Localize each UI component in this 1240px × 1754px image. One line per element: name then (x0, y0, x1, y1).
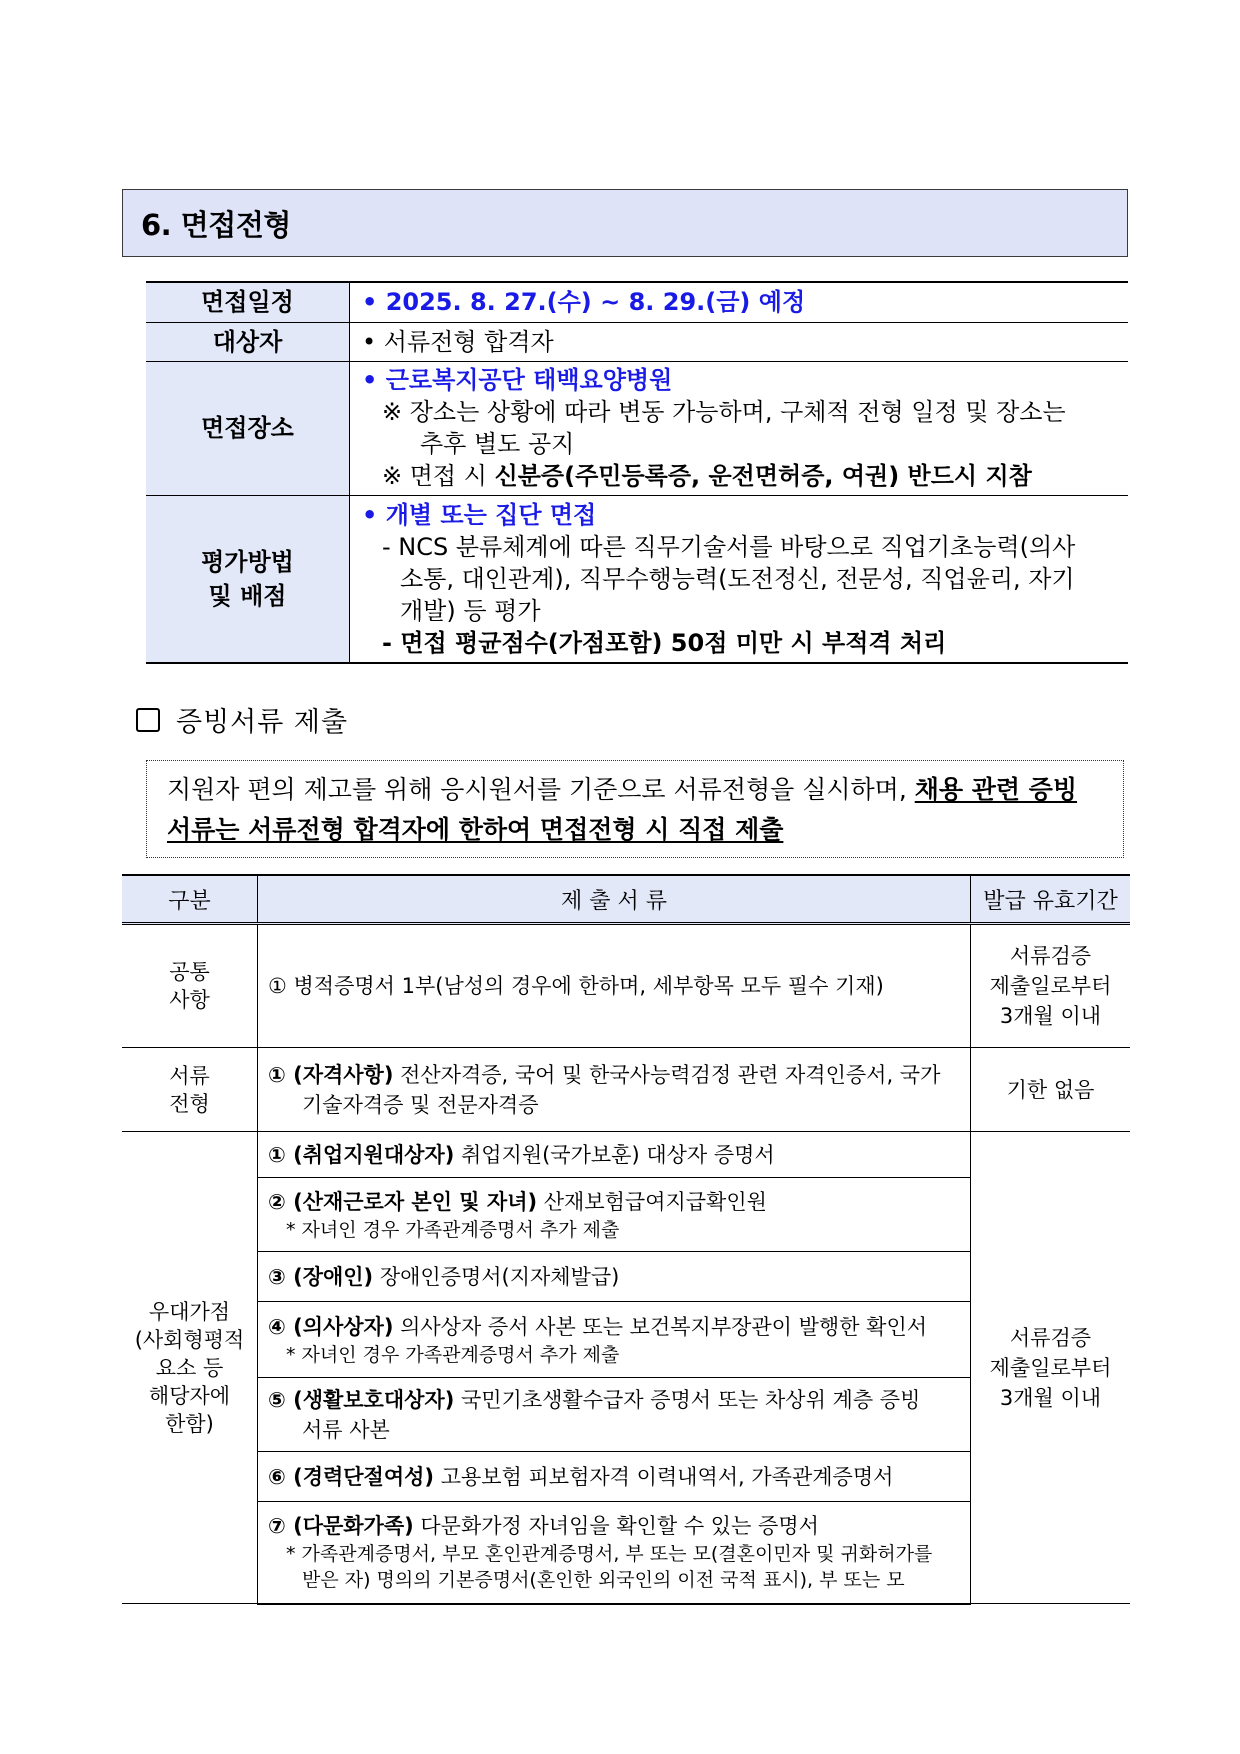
place-note-1b: 추후 별도 공지 (420, 430, 575, 458)
notice-bold-2: 서류는 서류전형 합격자에 한하여 면접전형 시 직접 제출 (167, 815, 784, 844)
eval-row (146, 495, 1128, 663)
section-title: 6. 면접전형 (122, 189, 1128, 257)
header-category: 구분 (122, 875, 258, 924)
pref-doc-4 (258, 1302, 971, 1378)
evidence-title: 증빙서류 제출 (176, 707, 349, 738)
pref-doc-1 (258, 1132, 971, 1178)
pref-doc-6-bold: ⑥ (경력단절여성) (268, 1464, 435, 1489)
common-period-1: 서류검증 (1009, 944, 1092, 968)
target-row (146, 322, 1128, 361)
square-bullet-icon (136, 708, 160, 732)
common-doc: ① 병적증명서 1부(남성의 경우에 한하며, 세부항목 모두 필수 기재) (258, 924, 971, 1048)
common-period (971, 924, 1131, 1048)
pref-doc-2-text: 산재보험급여지급확인원 (537, 1189, 767, 1214)
eval-main: • 개별 또는 집단 면접 (362, 500, 597, 529)
screening-doc-line-1 (268, 1060, 960, 1090)
screening-doc-b: 기술자격증 및 전문자격증 (302, 1092, 539, 1117)
eval-label-2: 및 배점 (208, 581, 287, 610)
pref-doc-5-text: 국민기초생활수급자 증명서 또는 차상위 계층 증빙 (454, 1387, 921, 1412)
place-note-2-prefix: ※ 면접 시 (382, 462, 495, 490)
pref-doc-7-bold: ⑦ (다문화가족) (268, 1514, 414, 1539)
notice-bold-1: 채용 관련 증빙 (914, 775, 1078, 804)
interview-table (146, 281, 1128, 664)
eval-detail-1c: 개발) 등 평가 (400, 596, 541, 625)
pref-doc-6 (258, 1452, 971, 1502)
target-label: 대상자 (146, 322, 350, 361)
pref-doc-5-line (268, 1385, 960, 1415)
pref-doc-7-text: 다문화가정 자녀임을 확인할 수 있는 증명서 (413, 1514, 819, 1539)
screening-period: 기한 없음 (971, 1048, 1131, 1132)
pref-period-1: 서류검증 (1009, 1325, 1092, 1350)
pref-doc-2-line (268, 1187, 960, 1217)
place-note-2-bold: 신분증(주민등록증, 운전면허증, 여권) 반드시 지참 (494, 462, 1032, 490)
common-category-1: 공통 (169, 960, 210, 984)
pref-doc-4-note: * 자녀인 경우 가족관계증명서 추가 제출 (286, 1343, 620, 1366)
common-period-3: 3개월 이내 (999, 1004, 1102, 1028)
place-note-2 (362, 460, 1118, 492)
screening-doc-a: 전산자격증, 국어 및 한국사능력검정 관련 자격인증서, 국가 (393, 1062, 941, 1087)
pref-category-3: 요소 등 (155, 1355, 224, 1380)
pref-category-4: 해당자에 (148, 1383, 231, 1408)
documents-table (122, 874, 1130, 1605)
screening-category-2: 전형 (169, 1091, 210, 1116)
screening-row (122, 1048, 1130, 1132)
pref-category-1: 우대가점 (148, 1299, 231, 1324)
eval-detail-2: - 면접 평균점수(가점포함) 50점 미만 시 부적격 처리 (382, 628, 947, 657)
pref-doc-2-note: * 자녀인 경우 가족관계증명서 추가 제출 (286, 1218, 620, 1241)
eval-value (350, 495, 1129, 663)
pref-doc-5-bold: ⑤ (생활보호대상자) (268, 1387, 455, 1412)
place-main: • 근로복지공단 태백요양병원 (362, 366, 673, 394)
evidence-heading (136, 700, 348, 739)
schedule-row (146, 282, 1128, 322)
place-note-1a: ※ 장소는 상황에 따라 변동 가능하며, 구체적 전형 일정 및 장소는 (382, 398, 1066, 426)
pref-doc-4-line (268, 1312, 960, 1342)
pref-doc-1-bold: ① (취업지원대상자) (268, 1142, 455, 1167)
pref-row-1 (122, 1132, 1130, 1178)
schedule-label: 면접일정 (146, 282, 350, 322)
schedule-value: • 2025. 8. 27.(수) ~ 8. 29.(금) 예정 (350, 282, 1129, 322)
pref-category-5: 한함) (165, 1411, 214, 1436)
evidence-notice (146, 760, 1124, 858)
screening-doc (258, 1048, 971, 1132)
pref-doc-2-bold: ② (산재근로자 본인 및 자녀) (268, 1189, 538, 1214)
pref-doc-7 (258, 1502, 971, 1604)
screening-category-1: 서류 (169, 1063, 210, 1088)
header-documents: 제 출 서 류 (258, 875, 971, 924)
documents-header-row (122, 875, 1130, 924)
common-period-2: 제출일로부터 (989, 974, 1112, 998)
pref-doc-1-text: 취업지원(국가보훈) 대상자 증명서 (454, 1142, 775, 1167)
pref-period-3: 3개월 이내 (999, 1385, 1102, 1410)
pref-doc-4-bold: ④ (의사상자) (268, 1314, 394, 1339)
header-validity: 발급 유효기간 (971, 875, 1131, 924)
eval-label-1: 평가방법 (201, 547, 294, 576)
pref-category-2: (사회형평적 (134, 1327, 245, 1352)
pref-doc-5-text2: 서류 사본 (302, 1417, 390, 1442)
notice-plain: 지원자 편의 제고를 위해 응시원서를 기준으로 서류전형을 실시하며, (167, 775, 915, 804)
pref-doc-3 (258, 1252, 971, 1302)
eval-detail-1b: 소통, 대인관계), 직무수행능력(도전정신, 전문성, 직업윤리, 자기 (400, 564, 1075, 593)
place-value (350, 361, 1129, 495)
notice-line-1 (167, 770, 1113, 810)
pref-period-2: 제출일로부터 (989, 1355, 1112, 1380)
pref-doc-3-text: 장애인증명서(지자체발급) (373, 1264, 620, 1289)
eval-detail-1a: - NCS 분류체계에 따른 직무기술서를 바탕으로 직업기초능력(의사 (382, 532, 1076, 561)
preferential-period (971, 1132, 1131, 1604)
pref-doc-2 (258, 1178, 971, 1252)
target-value: • 서류전형 합격자 (350, 322, 1129, 361)
pref-doc-4-text: 의사상자 증서 사본 또는 보건복지부장관이 발행한 확인서 (393, 1314, 928, 1339)
common-category (122, 924, 258, 1048)
common-category-2: 사항 (169, 988, 210, 1012)
eval-label (146, 495, 350, 663)
place-row (146, 361, 1128, 495)
screening-doc-bold: ① (자격사항) (268, 1062, 394, 1087)
preferential-category (122, 1132, 258, 1604)
screening-category (122, 1048, 258, 1132)
pref-doc-6-text: 고용보험 피보험자격 이력내역서, 가족관계증명서 (434, 1464, 894, 1489)
pref-doc-7-note2: 받은 자) 명의의 기본증명서(혼인한 외국인의 이전 국적 표시), 부 또는 모 (302, 1569, 905, 1592)
pref-doc-5 (258, 1378, 971, 1452)
pref-doc-7-note: * 가족관계증명서, 부모 혼인관계증명서, 부 또는 모(결혼이민자 및 귀화허가를 (286, 1543, 933, 1566)
place-label: 면접장소 (146, 361, 350, 495)
pref-doc-3-bold: ③ (장애인) (268, 1264, 374, 1289)
common-row (122, 924, 1130, 1048)
pref-doc-7-line (268, 1511, 960, 1541)
